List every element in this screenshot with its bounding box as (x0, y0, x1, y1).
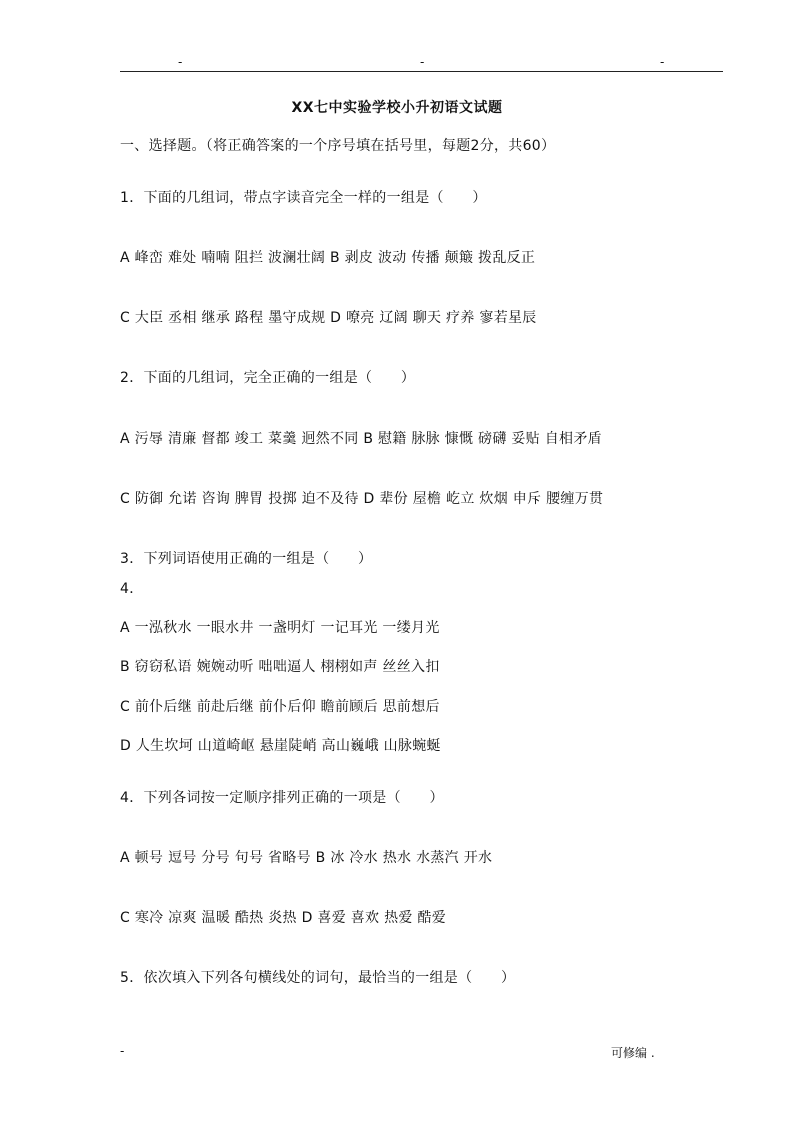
header-mark-left: - (178, 55, 183, 69)
footer-editable-note: 可修编 . (611, 1046, 655, 1060)
question-4-options-ab: A 顿号 逗号 分号 句号 省略号 B 冰 冷水 热水 水蒸汽 开水 (120, 850, 493, 866)
question-2: 2．下面的几组词，完全正确的一组是（ ） (120, 370, 416, 386)
question-3: 3．下列词语使用正确的一组是（ ） (120, 551, 373, 567)
question-4-label: 4． (120, 581, 144, 597)
question-1: 1．下面的几组词，带点字读音完全一样的一组是（ ） (120, 190, 487, 206)
question-3-option-d: D 人生坎坷 山道崎岖 悬崖陡峭 高山巍峨 山脉蜿蜒 (120, 738, 441, 754)
header-rule (120, 71, 723, 72)
question-1-options-cd: C 大臣 丞相 继承 路程 墨守成规 D 嘹亮 辽阔 聊天 疗养 寥若星辰 (120, 310, 537, 326)
question-1-options-ab: A 峰峦 难处 喃喃 阻拦 波澜壮阔 B 剥皮 波动 传播 颠簸 拨乱反正 (120, 250, 536, 266)
footer-mark-left: - (120, 1044, 125, 1058)
question-2-options-ab: A 污辱 清廉 督都 竣工 菜羹 迥然不同 B 慰籍 脉脉 慷慨 磅礴 妥贴 自相矛盾 (120, 431, 602, 447)
question-4-options-cd: C 寒冷 凉爽 温暖 酷热 炎热 D 喜爱 喜欢 热爱 酷爱 (120, 910, 447, 926)
question-5: 5．依次填入下列各句横线处的词句，最恰当的一组是（ ） (120, 970, 516, 986)
page-title: XX七中实验学校小升初语文试题 (291, 100, 503, 116)
header-mark-center: - (420, 55, 425, 69)
header-mark-right: - (660, 55, 665, 69)
question-3-option-b: B 窃窃私语 婉婉动听 咄咄逼人 栩栩如声 丝丝入扣 (120, 659, 440, 675)
section-instruction: 一、选择题。（将正确答案的一个序号填在括号里，每题2分，共60） (120, 138, 556, 154)
question-2-options-cd: C 防御 允诺 咨询 脾胃 投掷 迫不及待 D 辈份 屋檐 屹立 炊烟 申斥 腰缠万贯 (120, 491, 604, 507)
question-3-option-a: A 一泓秋水 一眼水井 一盏明灯 一记耳光 一缕月光 (120, 620, 440, 636)
question-4: 4．下列各词按一定顺序排列正确的一项是（ ） (120, 790, 444, 806)
question-3-option-c: C 前仆后继 前赴后继 前仆后仰 瞻前顾后 思前想后 (120, 699, 440, 715)
